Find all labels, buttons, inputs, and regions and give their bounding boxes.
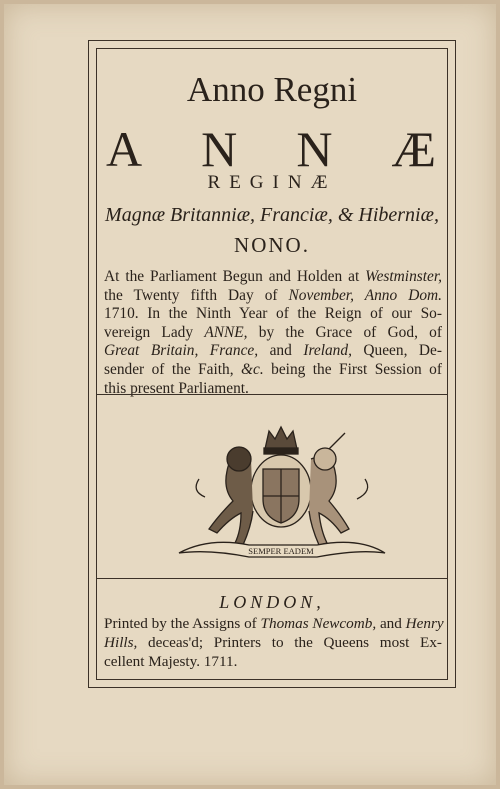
realms-line: Magnæ Britanniæ, Franciæ, & Hiberniæ, <box>105 204 439 226</box>
reginae-heading: REGINÆ <box>207 172 337 193</box>
annae-heading <box>106 120 436 178</box>
motto-text: SEMPER EADEM <box>248 546 314 556</box>
imprint-line-3: cellent Majesty. 1711. <box>104 653 238 670</box>
anno-regni-heading: Anno Regni <box>186 70 358 109</box>
imprint-line-2: Hills, deceas'd; Printers to the Queens most Ex- <box>104 634 442 651</box>
session-line-5: Great Britain, France, and Ireland, Queen, De- <box>104 342 443 360</box>
annae-letter-n1: N <box>201 121 238 177</box>
session-line-4: vereign Lady ANNE, by the Grace of God, of <box>104 323 443 341</box>
session-line-7: this present Parliament. <box>104 379 249 397</box>
imprint-paragraph <box>104 614 442 671</box>
place-of-printing: LONDON, <box>219 592 325 612</box>
regnal-year: NONO. <box>234 233 310 257</box>
title-page <box>4 4 496 785</box>
imprint-line-1: Printed by the Assigns of Thomas Newcomb, and Henry <box>104 615 444 632</box>
session-line-2: the Twenty fifth Day of November, Anno Dom. <box>104 286 442 304</box>
session-line-6: sender of the Faith, &c. being the First Session of <box>104 360 442 378</box>
session-line-1: At the Parliament Begun and Holden at Westminster, <box>104 268 442 285</box>
session-paragraph <box>104 268 442 398</box>
upper-divider <box>96 394 448 395</box>
annae-letter-a: A <box>106 121 143 177</box>
annae-letter-n2: N <box>296 121 333 177</box>
royal-coat-of-arms-icon <box>169 419 394 564</box>
session-line-3: 1710. In the Ninth Year of the Reign of our So- <box>104 305 442 323</box>
lower-divider <box>96 578 448 579</box>
annae-letter-ae: Æ <box>391 121 436 177</box>
